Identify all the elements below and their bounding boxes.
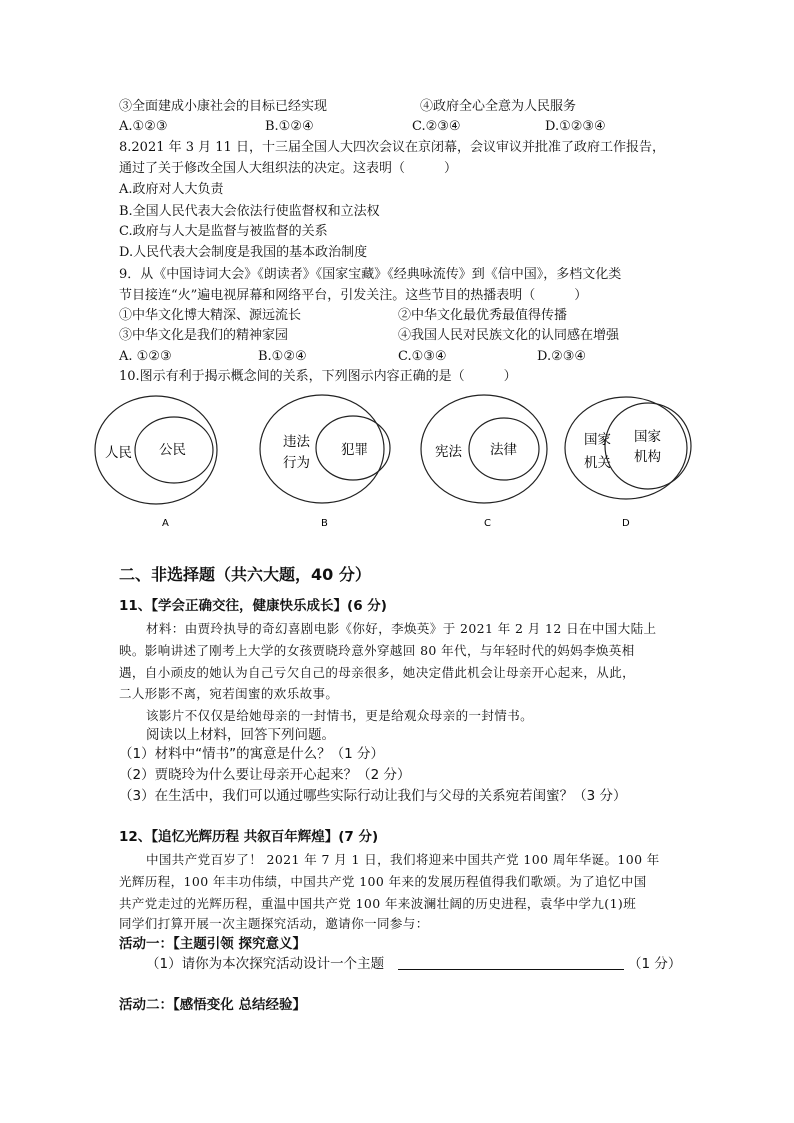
q7-choice-a: A.①②③ bbox=[119, 119, 168, 134]
q12-intro-line2: 光辉历程，100 年丰功伟绩，中国共产党 100 年来的发展历程值得我们歌颂。为了追忆中国 bbox=[119, 874, 647, 889]
q9-stem-line1: 9．从《中国诗词大会》《朗读者》《国家宝藏》《经典咏流传》到《信中国》，多档文化类 bbox=[119, 267, 622, 282]
q12-activity2-title: 活动二：【感悟变化 总结经验】 bbox=[119, 997, 306, 1013]
q12-theme-answer-blank[interactable] bbox=[398, 969, 624, 970]
diagram-d bbox=[565, 397, 691, 529]
diagram-d-inner-label-1: 国家 bbox=[634, 429, 661, 445]
q12-activity1-question: （1）请你为本次探究活动设计一个主题 bbox=[146, 956, 385, 972]
q11-subquestion-3: （3）在生活中，我们可以通过哪些实际行动让我们与父母的关系宛若闺蜜？（3 分） bbox=[119, 788, 627, 804]
diagram-a bbox=[95, 396, 217, 529]
q11-title: 11、【学会正确交往，健康快乐成长】(6 分) bbox=[119, 598, 387, 614]
q12-title: 12、【追忆光辉历程 共叙百年辉煌】(7 分) bbox=[119, 829, 379, 845]
diagram-b-outer-label-1: 违法 bbox=[283, 434, 310, 450]
q7-choice-c: C.②③④ bbox=[412, 119, 461, 134]
q12-intro-line3: 共产党走过的光辉历程，重温中国共产党 100 年来波澜壮阔的历史进程，袁华中学九(1)班 bbox=[119, 896, 637, 911]
q9-choice-a: A. ①②③ bbox=[119, 349, 172, 364]
diagram-d-inner-label-2: 机构 bbox=[634, 449, 661, 465]
diagram-d-outer-label-1: 国家 bbox=[584, 432, 611, 448]
q11-material-line4: 二人形影不离，宛若闺蜜的欢乐故事。 bbox=[119, 686, 339, 701]
diagram-c-outer-label: 宪法 bbox=[435, 444, 462, 460]
section-2-title: 二、非选择题（共六大题，40 分） bbox=[119, 565, 371, 584]
q9-option-2: ②中华文化最优秀最值得传播 bbox=[398, 308, 568, 323]
q8-choice-a: A.政府对人大负责 bbox=[119, 182, 224, 197]
diagram-b-outer-label-2: 行为 bbox=[283, 455, 310, 471]
q10-stem: 10.图示有利于揭示概念间的关系，下列图示内容正确的是（ ） bbox=[119, 369, 517, 384]
q9-option-1: ①中华文化博大精深、源远流长 bbox=[119, 308, 302, 323]
diagram-c-letter: C bbox=[484, 518, 491, 529]
q11-material-line5: 该影片不仅仅是给她母亲的一封情书，更是给观众母亲的一封情书。 bbox=[146, 708, 534, 723]
diagram-b bbox=[260, 395, 390, 529]
q7-option-3: ③全面建成小康社会的目标已经实现 bbox=[119, 99, 328, 114]
q11-material-line3: 遇，自小顽皮的她认为自己亏欠自己的母亲很多，她决定借此机会让母亲开心起来，从此， bbox=[119, 665, 636, 680]
q8-stem-line2: 通过了关于修改全国人大组织法的决定。这表明（ ） bbox=[119, 161, 458, 176]
q8-choice-c: C.政府与人大是监督与被监督的关系 bbox=[119, 224, 328, 239]
diagram-b-inner-label: 犯罪 bbox=[341, 442, 368, 458]
q8-stem-line1: 8.2021 年 3 月 11 日，十三届全国人大四次会议在京闭幕，会议审议并批准了政府工作报告， bbox=[119, 140, 665, 155]
q7-option-4: ④政府全心全意为人民服务 bbox=[420, 99, 577, 114]
q9-option-3: ③中华文化是我们的精神家园 bbox=[119, 328, 289, 343]
q12-intro-line1: 中国共产党百岁了！ 2021 年 7 月 1 日，我们将迎来中国共产党 100 周年华诞。100 年 bbox=[146, 852, 660, 867]
q9-choice-d: D.②③④ bbox=[537, 349, 587, 364]
q12-activity1-title: 活动一：【主题引领 探究意义】 bbox=[119, 936, 306, 952]
q9-choice-c: C.①③④ bbox=[398, 349, 447, 364]
q9-option-4: ④我国人民对民族文化的认同感在增强 bbox=[398, 328, 620, 343]
q11-material-line1: 材料：由贾玲执导的奇幻喜剧电影《你好，李焕英》于 2021 年 2 月 12 日在中国大陆上 bbox=[146, 621, 657, 636]
q9-stem-line2: 节目接连“火”遍电视屏幕和网络平台，引发关注。这些节目的热播表明（ ） bbox=[119, 288, 588, 303]
q7-choice-b: B.①②④ bbox=[265, 119, 314, 134]
q11-subquestion-1: （1）材料中“情书”的寓意是什么？（1 分） bbox=[119, 746, 384, 762]
diagram-d-inner-circle bbox=[605, 403, 691, 489]
diagram-d-letter: D bbox=[622, 518, 630, 529]
diagram-a-letter: A bbox=[162, 518, 169, 529]
q12-activity1-score: （1 分） bbox=[628, 956, 682, 972]
diagram-c bbox=[421, 395, 547, 529]
q8-choice-b: B.全国人民代表大会依法行使监督权和立法权 bbox=[119, 204, 380, 219]
diagram-a-outer-label: 人民 bbox=[105, 445, 132, 461]
q10-diagrams bbox=[0, 0, 794, 540]
diagram-c-inner-label: 法律 bbox=[490, 442, 517, 458]
q9-choice-b: B.①②④ bbox=[258, 349, 307, 364]
q8-choice-d: D.人民代表大会制度是我国的基本政治制度 bbox=[119, 245, 368, 260]
diagram-d-outer-label-2: 机关 bbox=[584, 455, 611, 471]
diagram-b-letter: B bbox=[321, 518, 328, 529]
q12-intro-line4: 同学们打算开展一次主题探究活动，邀请你一同参与： bbox=[119, 916, 429, 931]
q11-subquestion-2: （2）贾晓玲为什么要让母亲开心起来？（2 分） bbox=[119, 767, 411, 783]
q7-choice-d: D.①②③④ bbox=[545, 119, 606, 134]
diagram-a-inner-label: 公民 bbox=[159, 442, 186, 458]
q11-material-line2: 映。影响讲述了刚考上大学的女孩贾晓玲意外穿越回 80 年代，与年轻时代的妈妈李焕英相 bbox=[119, 643, 635, 658]
q11-prompt: 阅读以上材料，回答下列问题。 bbox=[146, 727, 335, 743]
